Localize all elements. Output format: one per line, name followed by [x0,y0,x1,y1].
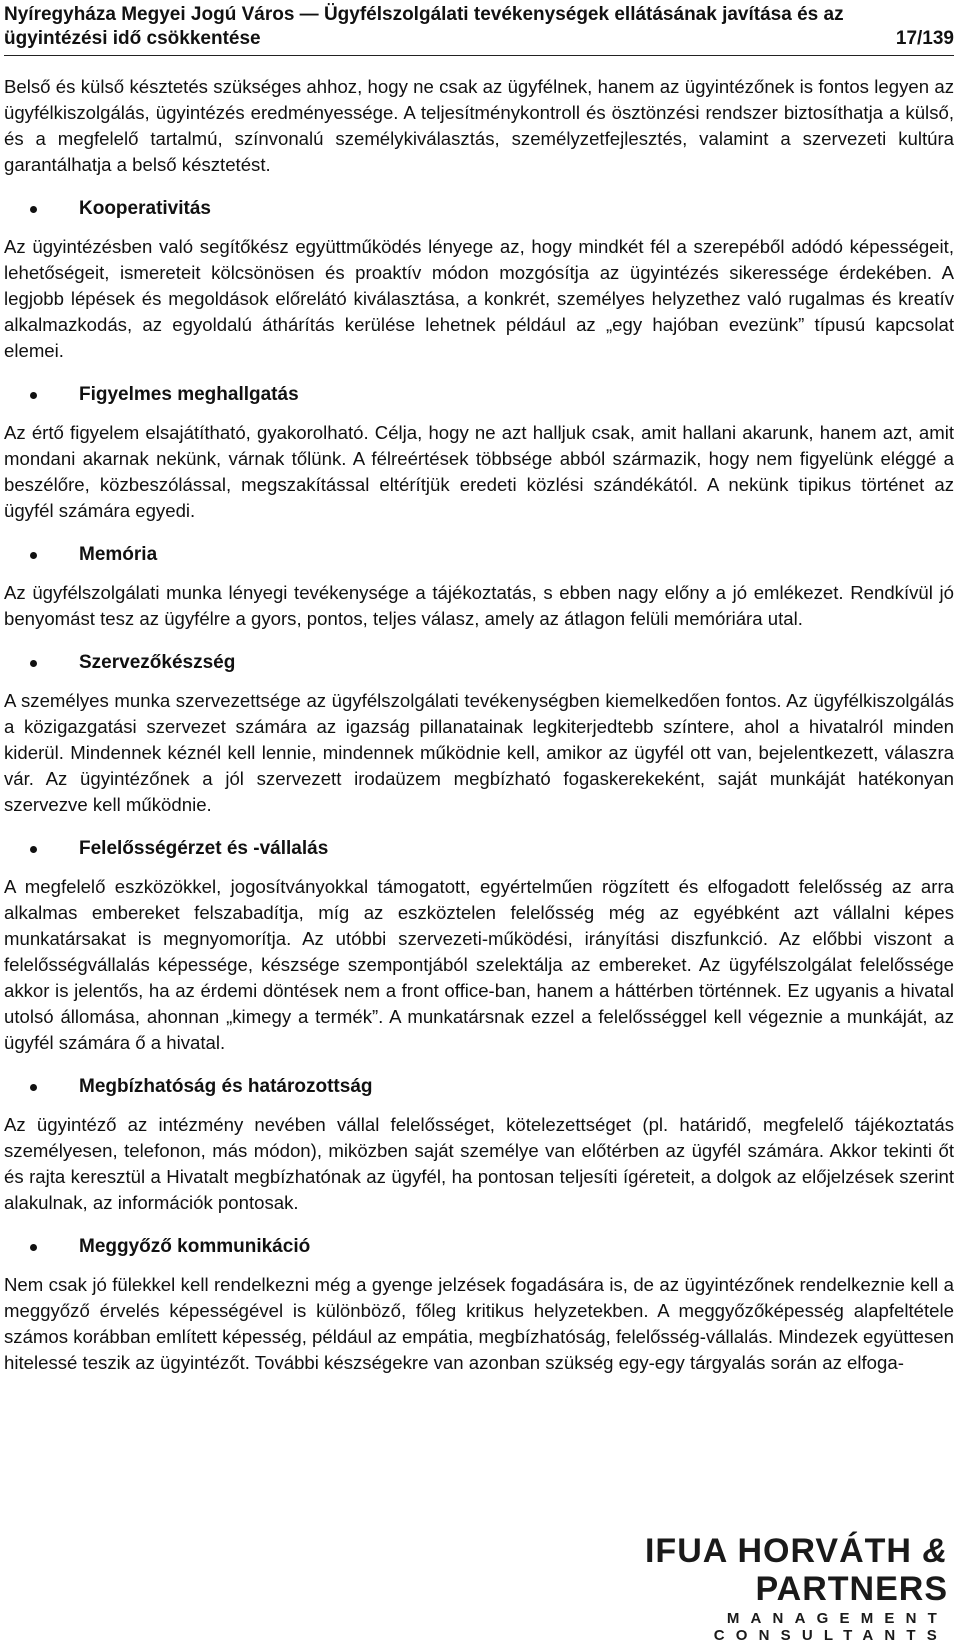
logo-subtitle: MANAGEMENT CONSULTANTS [713,1610,948,1644]
section-heading [4,650,954,676]
header-row2 [4,27,954,51]
section-title: Megbízhatóság és határozottság [79,1076,373,1097]
section-text: Az ügyfélszolgálati munka lényegi tevékenysége a tájékoztatás, s ebben nagy előny a jó emlékezet. Rendkívül jó benyomást tesz az ügyfélre a gyors, pontos, teljes válasz, amely az átlagon felüli memóriára utal. [4,582,954,629]
bullet-icon [30,660,37,667]
section-text: Nem csak jó fülekkel kell rendelkezni még a gyenge jelzések fogadására is, de az ügyintézőnek rendelkeznie kell a meggyőző érvelés képességével is különböző, főleg kritikus helyzetekben. A meggyőzőképesség alapfeltétele számos korábban említett képesség, például az empátia, megbízhatóság, felelősség-vállalás. Mindezek együttesen hitelessé teszik az ügyintézőt. További készségekre van azonban szükség egy-egy tárgyalás során az elfoga- [4,1274,954,1373]
header-title-line1: Nyíregyháza Megyei Jogú Város — Ügyfélszolgálati tevékenységek ellátásának javítása és az [4,4,844,25]
bullet-icon [30,1084,37,1091]
header-title-line2: ügyintézési idő csökkentése [4,28,261,49]
page-number: 17/139 [895,28,954,49]
intro-paragraph: Belső és külső késztetés szükséges ahhoz, hogy ne csak az ügyfélnek, hanem az ügyintézőnek is fontos legyen az ügyfélkiszolgálás, ügyintézés eredményessége. A teljesítménykontroll és ösztönzési rendszer biztosíthatja a külső, és a megfelelő tartalmú, színvonalú személykiválasztás, személyzetfejlesztés, valamint a szervezeti kultúra garantálhatja a belső késztetést. [4,76,954,175]
section-heading [4,1074,954,1100]
section-heading [4,382,954,408]
section-title: Kooperativitás [79,198,211,219]
document-page [4,0,954,1376]
logo-part2: PARTNERS [755,1570,948,1608]
section-text: Az értő figyelem elsajátítható, gyakorolható. Célja, hogy ne azt halljuk csak, amit hallani akarunk, hanem azt, amit mondani akarnak nekünk, várnak tőlünk. A félreértések többsége abból származik, hogy nem figyelünk eléggé a beszélőre, közbeszólással, megszakítással eltérítjük eredeti közlési szándékától. A nekünk tipikus történet az ügyfél számára egyedi. [4,422,954,521]
section-text: A megfelelő eszközökkel, jogosítványokkal támogatott, egyértelműen rögzített és elfogadott felelősség az arra alkalmas embereket felszabadítja, míg az eszköztelen felelősség még az egyébként azt vállalni képes munkatársakat is megnyomorítja. Az utóbbi szervezeti-működési, irányítási diszfunkció. Az előbbi viszont a felelősségvállalás képessége, készsége szempontjából szelektálja az embereket. Az ügyfélszolgálat felelőssége akkor is jelentős, ha az érdemi döntések nem a front office-ban, hanem a háttérben történnek. Ez ugyanis a hivatal utolsó állomása, ahonnan „kimegy a termék”. A munkatársnak ezzel a felelősséggel kell végeznie a munkáját, az ügyfél számára ő a hivatal. [4,876,954,1053]
section-heading [4,836,954,862]
section-text: Az ügyintézésben való segítőkész együttműködés lényege az, hogy mindkét fél a szerepéből adódó képességeit, lehetőségeit, ismereteit kölcsönösen és proaktív módon mozgósítja az ügyintézés sikeressége érdekében. A legjobb lépések és megoldások előrelátó kiválasztása, a konkrét, személyes helyzethez való rugalmas és kreatív alkalmazkodás, az egyoldalú áthárítás kerülése lehetnek például az „egy hajóban evezünk” típusú kapcsolat elemei. [4,236,954,361]
bullet-icon [30,206,37,213]
document-body [4,74,954,1376]
logo-ampersand: & [922,1532,948,1570]
logo-part1: IFUA HORVÁTH [644,1532,912,1570]
section-title: Figyelmes meghallgatás [79,384,299,405]
section-text: Az ügyintéző az intézmény nevében vállal felelősséget, kötelezettséget (pl. határidő, megfelelő tájékoztatás személyesen, telefonon, más módon), miközben saját személye van előtérben az ügyfél számára. Akkor tekinti őt és rajta keresztül a Hivatalt megbízhatónak az ügyfél, ha pontosan teljesíti ígéreteit, a dolgok az előjelzések szerint alakulnak, az információk pontosak. [4,1114,954,1213]
section-title: Szervezőkészség [79,652,236,673]
bullet-icon [30,392,37,399]
company-logo [528,1532,948,1644]
section-heading [4,196,954,222]
section-title: Meggyőző kommunikáció [79,1236,311,1257]
section-title: Memória [79,544,158,565]
page-header [4,0,954,56]
section-text: A személyes munka szervezettsége az ügyfélszolgálati tevékenységben kiemelkedően fontos. Az ügyfélkiszolgálás a közigazgatási szervezet számára az igazság pillanatainak legkiterjedtebb színtere, ahol a hivatalról minden kiderül. Mindennek kéznél kell lennie, mindennek működnie kell, amikor az ügyfél ott van, bejelentkezett, válaszra vár. Az ügyintézőnek a jól szervezett irodaüzem megbízható fogaskerekeként, saját munkáját hatékonyan szervezve kell működnie. [4,690,954,815]
logo-wordmark [528,1532,948,1608]
bullet-icon [30,1244,37,1251]
bullet-icon [30,846,37,853]
section-heading [4,1234,954,1260]
section-title: Felelősségérzet és -vállalás [79,838,329,859]
section-heading [4,542,954,568]
bullet-icon [30,552,37,559]
